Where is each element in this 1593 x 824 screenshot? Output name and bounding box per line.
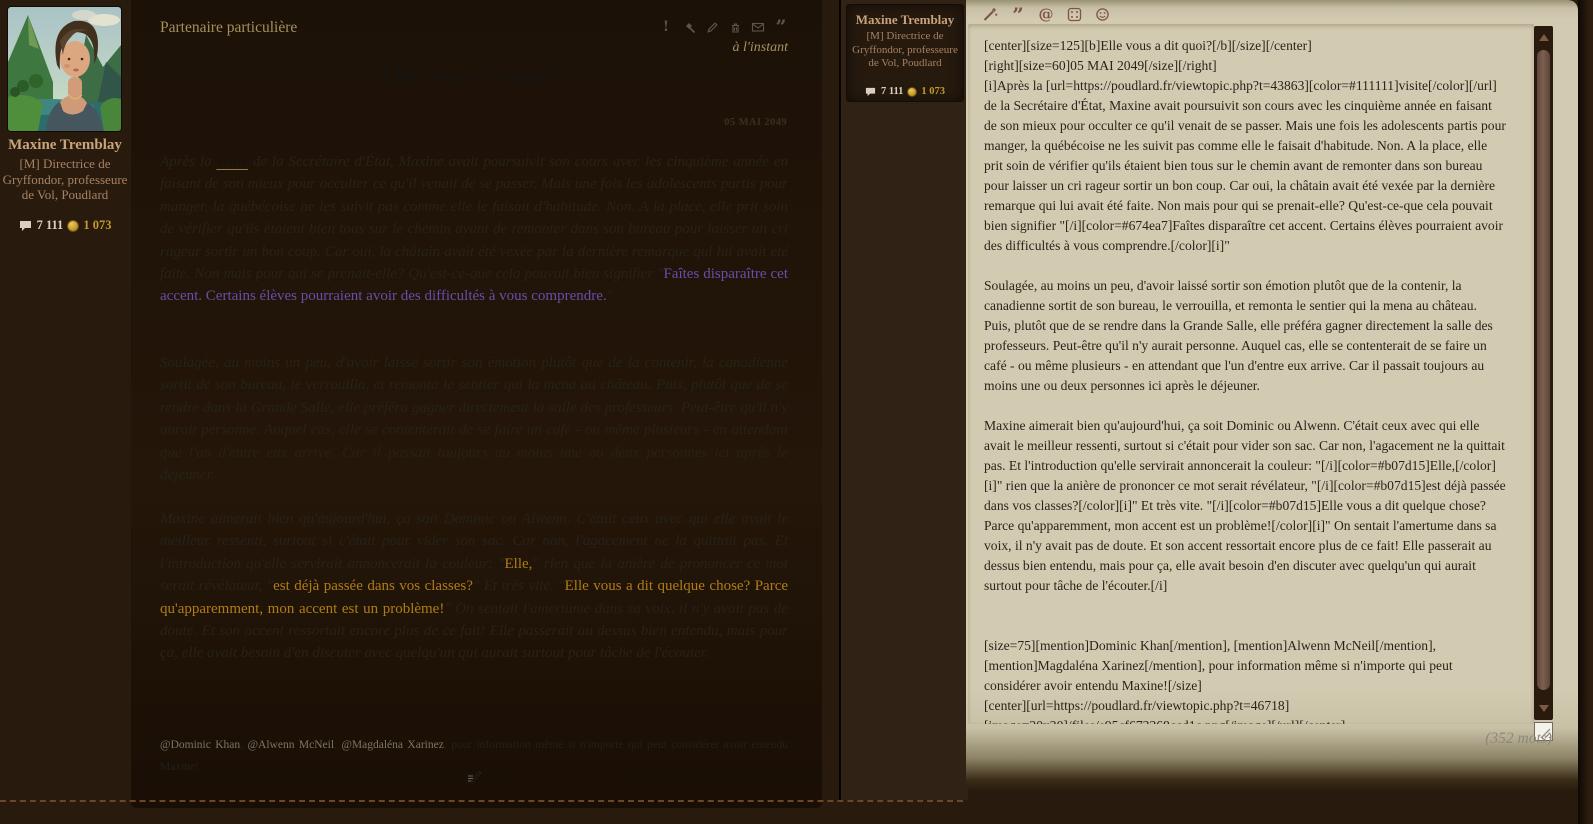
inline-link[interactable]: visite: [216, 154, 249, 170]
post-date: 05 MAI 2049: [724, 117, 787, 128]
profile-name[interactable]: Maxine Tremblay: [855, 12, 955, 27]
topic-category-link[interactable]: Partenaire particulière: [160, 19, 298, 36]
mention-link[interactable]: @Alwenn McNeil: [247, 739, 335, 751]
points-count: 1 073: [921, 86, 946, 97]
text-segment: ,: [334, 739, 342, 751]
post-paragraph: [160, 508, 788, 665]
delete-trash-icon[interactable]: [728, 20, 742, 34]
post-paper: [143, 3, 802, 802]
bbcode-editor-textarea[interactable]: [968, 24, 1534, 724]
text-segment: ,: [240, 739, 248, 751]
editor-toolbar: [966, 0, 1110, 27]
editor-scrollbar[interactable]: [1534, 26, 1553, 720]
avatar[interactable]: [8, 7, 121, 131]
text-segment: est déjà passée dans vos classes?: [273, 578, 473, 595]
text-segment: " Et très vite. ": [472, 578, 565, 595]
text-segment: " rien que la anière de prononcer ce mot serait révélateur, ": [160, 555, 788, 595]
text-segment: Faîtes disparaître cet accent. Certains élèves pourraient avoir des difficultés à vous comprendre.: [160, 266, 788, 305]
smiley-icon[interactable]: [1094, 4, 1110, 22]
profile-name[interactable]: Maxine Tremblay: [8, 137, 122, 153]
post-panel: [131, 0, 822, 808]
post-paragraph: [160, 352, 788, 486]
quote-icon[interactable]: ”: [1012, 3, 1024, 27]
reply-editor-panel: [966, 0, 1578, 792]
mention-link[interactable]: @Dominic Khan: [160, 739, 241, 751]
message-bubble-icon: [19, 220, 32, 232]
profile-title: [M] Directrice de Gryffondor, professeure de Vol, Poudlard: [852, 30, 958, 69]
message-count: 7 111: [880, 86, 904, 97]
gavel-icon[interactable]: [682, 20, 696, 34]
profile-stats: [847, 86, 963, 97]
text-segment: Maxine aimerait bien qu'aujourd'hui, ça soit Dominic ou Alwenn. C'était ceux avec qui elle avait le meilleur ressenti, surtout si c'était pour vider son sac. Car non, l'agacement ne la quittait pas. Et l'introduction qu'elle servirait annoncerait la couleur: ": [160, 511, 788, 572]
edit-pencil-icon[interactable]: [705, 20, 719, 34]
magic-wand-icon[interactable]: [982, 4, 998, 22]
dice-icon[interactable]: [1066, 4, 1082, 22]
message-count: 7 111: [36, 218, 64, 232]
mention-at-icon[interactable]: @: [1038, 5, 1054, 23]
scroll-down-arrow-icon[interactable]: [1539, 705, 1549, 712]
word-count: (352 mots): [1485, 730, 1552, 747]
mention-link[interactable]: @Magdaléna Xarinez: [341, 739, 444, 751]
quill-note-icon: [464, 769, 482, 786]
text-segment: Elle vous a dit quelque chose? Parce qu'apparemment, mon accent est un problème!: [160, 578, 789, 617]
points-count: 1 073: [83, 218, 112, 232]
leather-stitch-seam: [0, 800, 963, 810]
coin-icon: [68, 221, 78, 231]
text-segment: de la Secrétaire d'État, Maxine avait poursuivit son cours avec les cinquième année en faisant de son mieux pour occulter ce qu'il venait de se passer. Mais une fois les adolescents partis pour manger, la québécoise ne les suivit pas comme elle le faisait d'habitude. Non. A la place, elle prit soin de vérifier qu'ils étaient bien tous sur le chemin avant de remonter dans son bureau pour laisser un cri rageur sortir un bon coup. Car oui, la châtain avait été vexée par la dernière remarque qui lui avait été faite. Non mais pour qui se prenait-elle? Qu'est-ce-que cela pouvait bien signifier ": [160, 154, 789, 283]
profile-title: [M] Directrice de Gryffondor, professeure de Vol, Poudlard: [2, 156, 128, 202]
quote-icon[interactable]: ”: [775, 16, 787, 38]
text-segment: Soulagée, au moins un peu, d'avoir laissé sortir son émotion plutôt que de la contenir, la canadienne sortit de son bureau, le verrouilla, et remonta le sentier qui la mena au château. Puis, plutôt que de se rendre dans la Grande Salle, elle préféra gagner directement la salle des professeurs. Peut-être qu'il n'y aurait personne. Auquel cas, elle se contenterait de se faire un café - ou même plusieurs - en attendant que l'un d'entre eux arrive. Car il passait toujours au moins une ou deux personnes ici après le déjeuner.: [160, 355, 788, 484]
post-timestamp: à l'instant: [732, 40, 788, 55]
page-right-edge: [1578, 0, 1593, 824]
text-segment: Après la: [160, 154, 217, 170]
text-segment: , pour information même si n'importe qui peut considérer avoir entendu Maxine!: [160, 739, 789, 773]
post-title: Elle vous a dit quoi?: [381, 63, 564, 87]
text-segment: " On sentait l'amertume dans sa voix, il n'y avait pas de doute. Et son accent ressortait encore plus de ce fait! Elle passerait au dessus bien entendu, mais pour ça, elle avait besoin d'en discuter avec quelqu'un qui aurait surtout pour tâche de l'écouter.: [160, 600, 788, 662]
reply-profile-column: [841, 0, 968, 800]
bbcode-field: [968, 24, 1534, 724]
reply-profile-box: [846, 4, 964, 102]
post-actions: [659, 16, 788, 38]
text-segment: Elle,: [504, 555, 533, 572]
text-segment: ": [606, 288, 613, 305]
coin-icon: [908, 88, 916, 96]
profile-stats: [0, 218, 130, 233]
signature-link[interactable]: [143, 769, 802, 786]
message-bubble-icon: [865, 87, 876, 97]
scroll-up-arrow-icon[interactable]: [1539, 34, 1549, 41]
avatar-illustration: [8, 7, 121, 131]
report-icon[interactable]: !: [662, 19, 670, 35]
scrollbar-thumb[interactable]: [1537, 50, 1550, 690]
email-envelope-icon[interactable]: [751, 20, 765, 34]
post-paragraph: [160, 151, 788, 308]
